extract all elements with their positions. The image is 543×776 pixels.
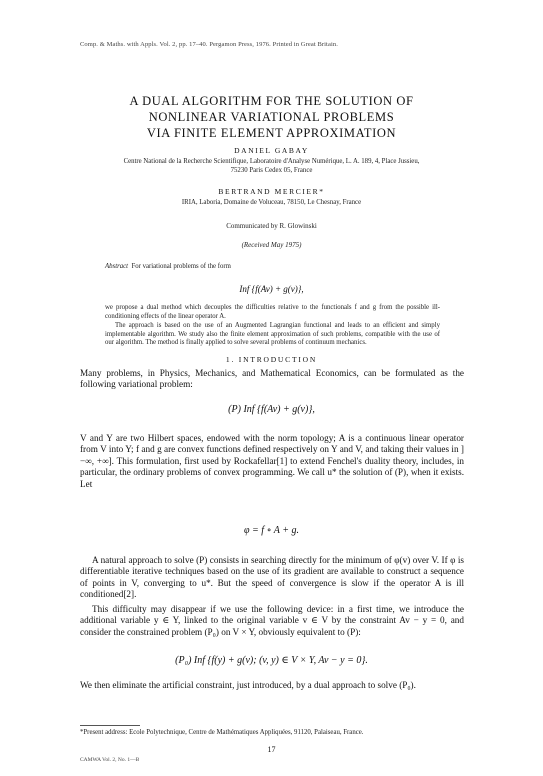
section-heading: 1. INTRODUCTION — [225, 355, 318, 364]
abstract-formula: Inf {f(Av) + g(v)}, — [239, 284, 304, 294]
title-line-3: VIA FINITE ELEMENT APPROXIMATION — [146, 126, 397, 140]
abstract-text-2: we propose a dual method which decouples the difficulties relative to the functionals f and g from the possible ill-conditioning effects of the linear operator A. — [105, 304, 440, 320]
title-line-1: A DUAL ALGORITHM FOR THE SOLUTION OF — [129, 94, 414, 108]
affiliation-1-line-2: 75230 Paris Cedex 05, France — [230, 167, 313, 174]
paragraph-4: This difficulty may disappear if we use the following device: in a first time, we introduce the additional variable y ∈ Y, linked to the original variable v ∈ V by the constraint Av − y = 0, and consider the constrained problem (P₀) on V × Y, obviously equivalent to (P): — [80, 604, 464, 637]
author-name-2: BERTRAND MERCIER* — [218, 187, 325, 196]
paragraph-1: Many problems, in Physics, Mechanics, and Mathematical Economics, can be formulated as the following variational problem: — [80, 368, 464, 390]
abstract-text-3: The approach is based on the use of an Augmented Lagrangian functional and leads to an efficient and simply implementable algorithm. We study also the finite element approximation of such problems, compatible with the use of our algorithm. The method is finally applied to solve several problems of continuum mechanics. — [105, 322, 440, 347]
author-affiliation-1 — [60, 157, 483, 175]
footnote-rule — [80, 725, 140, 726]
footer-code: CAMWA Vol. 2, No. 1—B — [80, 757, 140, 763]
footnote: *Present address: Ecole Polytechnique, Centre de Mathématiques Appliquées, 91120, Palaiseau, France. — [80, 729, 364, 736]
paper-title — [60, 93, 483, 141]
author-affiliation-2: IRIA, Laboria, Domaine de Voluceau, 78150, Le Chesnay, France — [181, 199, 362, 206]
paragraph-2: V and Y are two Hilbert spaces, endowed with the norm topology; A is a continuous linear operator from V into Y; f and g are convex functions defined respectively on Y and V, and taking their values in ]−∞, +∞]. This formulation, first used by Rockafellar[1] to extend Fenchel's duality theory, includes, in particular, the ordinary problems of convex programming. We call u* the solution of (P), when it exists. Let — [80, 433, 464, 489]
journal-header: Comp. & Maths. with Appls. Vol. 2, pp. 17–40. Pergamon Press, 1976. Printed in Great Britain. — [80, 41, 338, 48]
intro-paragraph-2 — [80, 433, 464, 490]
intro-paragraph-3 — [80, 555, 464, 601]
intro-paragraph-5 — [80, 680, 464, 691]
affiliation-1-line-1: Centre National de la Recherche Scientifique, Laboratoire d'Analyse Numérique, L. A. 189, 4, Place Jussieu, — [123, 158, 420, 165]
paragraph-5: We then eliminate the artificial constraint, just introduced, by a dual approach to solve (P₀). — [80, 680, 416, 690]
communicated-by: Communicated by R. Glowinski — [226, 222, 317, 230]
abstract-label: Abstract — [105, 263, 129, 270]
paragraph-3: A natural approach to solve (P) consists in searching directly for the minimum of φ(v) over V. If φ is differentiable iterative techniques based on the use of its gradient are available to construct a sequence of points in V, converging to u*. But the speed of convergence is slow if the operator A is ill conditioned[2]. — [80, 555, 464, 600]
equation-phi: φ = f ∘ A + g. — [244, 525, 299, 536]
author-name-1: DANIEL GABAY — [234, 146, 309, 155]
page-number: 17 — [267, 745, 276, 754]
title-line-2: NONLINEAR VARIATIONAL PROBLEMS — [148, 110, 395, 124]
equation-P: (P) Inf {f(Av) + g(v)}, — [228, 404, 315, 415]
abstract-intro — [105, 263, 440, 272]
intro-paragraph-4 — [80, 604, 464, 638]
equation-P0: (P₀) Inf {f(y) + g(v); (v, y) ∈ V × Y, Av − y = 0}. — [175, 655, 368, 666]
received-date: (Received May 1975) — [241, 241, 302, 249]
intro-paragraph-1 — [80, 368, 464, 391]
abstract-text-1: For variational problems of the form — [131, 263, 231, 270]
